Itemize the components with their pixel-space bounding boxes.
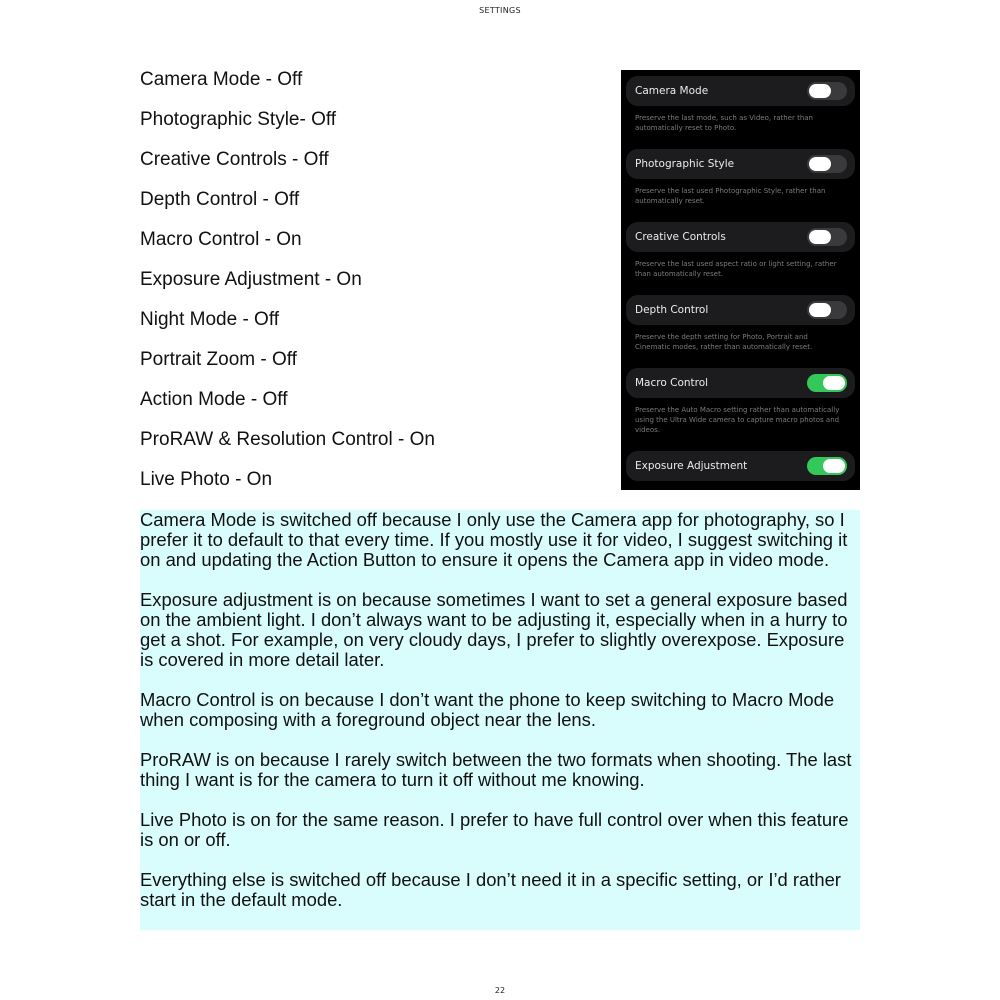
- phone-setting-description: Preserve the last used Photographic Style, rather than automatically reset.: [635, 187, 826, 205]
- phone-setting-row[interactable]: [626, 295, 855, 325]
- phone-setting-row[interactable]: [626, 76, 855, 106]
- phone-setting-description: Preserve the depth setting for Photo, Portrait and Cinematic modes, rather than automatically reset.: [635, 333, 813, 351]
- toggle-switch[interactable]: [807, 374, 847, 392]
- phone-setting-label: Exposure Adjustment: [635, 460, 748, 472]
- toggle-switch[interactable]: [807, 155, 847, 173]
- phone-setting-photographic-style: [621, 149, 860, 206]
- phone-setting-macro-control: [621, 368, 860, 435]
- phone-setting-camera-mode: [621, 76, 860, 133]
- phone-setting-depth-control: [621, 295, 860, 352]
- phone-setting-exposure-adjustment: [621, 451, 860, 481]
- phone-setting-description: Preserve the Auto Macro setting rather than automatically using the Ultra Wide camera to capture macro photos and videos.: [635, 406, 840, 434]
- toggle-switch[interactable]: [807, 301, 847, 319]
- toggle-switch[interactable]: [807, 82, 847, 100]
- settings-list-item-camera-mode: Camera Mode - Off: [140, 69, 303, 90]
- phone-setting-description: Preserve the last used aspect ratio or light setting, rather than automatically reset.: [635, 260, 837, 278]
- phone-setting-description: Preserve the last mode, such as Video, rather than automatically reset to Photo.: [635, 114, 813, 132]
- explanation-paragraph-camera-mode: Camera Mode is switched off because I only use the Camera app for photography, so I prefer it to default to that every time. If you mostly use it for video, I suggest switching it on and updating the Action Button to ensure it opens the Camera app in video mode.: [140, 509, 848, 570]
- phone-screenshot: [621, 70, 860, 490]
- explanation-paragraph-macro: Macro Control is on because I don’t want the phone to keep switching to Macro Mode when composing with a foreground object near the lens.: [140, 689, 835, 730]
- settings-list-item-macro-control: Macro Control - On: [140, 229, 302, 250]
- phone-setting-label: Camera Mode: [635, 85, 709, 97]
- page-number: 22: [494, 986, 506, 995]
- settings-list-item-night-mode: Night Mode - Off: [140, 309, 280, 330]
- settings-list-item-exposure-adjustment: Exposure Adjustment - On: [140, 269, 362, 290]
- toggle-knob: [809, 84, 831, 98]
- explanation-paragraph-everything-else: Everything else is switched off because I don’t need it in a specific setting, or I’d rather start in the default mode.: [140, 869, 841, 910]
- settings-list-item-portrait-zoom: Portrait Zoom - Off: [140, 349, 297, 370]
- phone-setting-label: Macro Control: [635, 377, 709, 389]
- phone-setting-label: Depth Control: [635, 304, 709, 316]
- toggle-knob: [823, 459, 845, 473]
- toggle-switch[interactable]: [807, 228, 847, 246]
- toggle-knob: [809, 157, 831, 171]
- toggle-switch[interactable]: [807, 457, 847, 475]
- toggle-knob: [823, 376, 845, 390]
- phone-setting-row[interactable]: [626, 451, 855, 481]
- settings-list-item-action-mode: Action Mode - Off: [140, 389, 288, 410]
- explanation-highlight-box: [140, 510, 860, 930]
- settings-list-item-creative-controls: Creative Controls - Off: [140, 149, 329, 170]
- phone-setting-label: Creative Controls: [635, 231, 726, 243]
- explanation-paragraph-live-photo: Live Photo is on for the same reason. I prefer to have full control over when this feature is on or off.: [140, 809, 849, 850]
- explanation-paragraph-proraw: ProRAW is on because I rarely switch between the two formats when shooting. The last thing I want is for the camera to turn it off without me knowing.: [140, 749, 852, 790]
- settings-list-item-photographic-style: Photographic Style- Off: [140, 109, 337, 130]
- phone-setting-row[interactable]: [626, 222, 855, 252]
- phone-setting-row[interactable]: [626, 368, 855, 398]
- settings-list-item-live-photo: Live Photo - On: [140, 469, 273, 490]
- toggle-knob: [809, 303, 831, 317]
- settings-list-item-proraw-resolution: ProRAW & Resolution Control - On: [140, 429, 435, 450]
- settings-list-item-depth-control: Depth Control - Off: [140, 189, 300, 210]
- explanation-paragraph-exposure: Exposure adjustment is on because sometimes I want to set a general exposure based on the ambient light. I don’t always want to be adjusting it, especially when in a hurry to get a shot. For example, on very cloudy days, I prefer to slightly overexpose. Exposure is covered in more detail later.: [140, 589, 848, 670]
- running-header: SETTINGS: [479, 6, 521, 15]
- phone-setting-label: Photographic Style: [635, 158, 735, 170]
- settings-list: [140, 69, 600, 509]
- phone-setting-row[interactable]: [626, 149, 855, 179]
- toggle-knob: [809, 230, 831, 244]
- phone-setting-creative-controls: [621, 222, 860, 279]
